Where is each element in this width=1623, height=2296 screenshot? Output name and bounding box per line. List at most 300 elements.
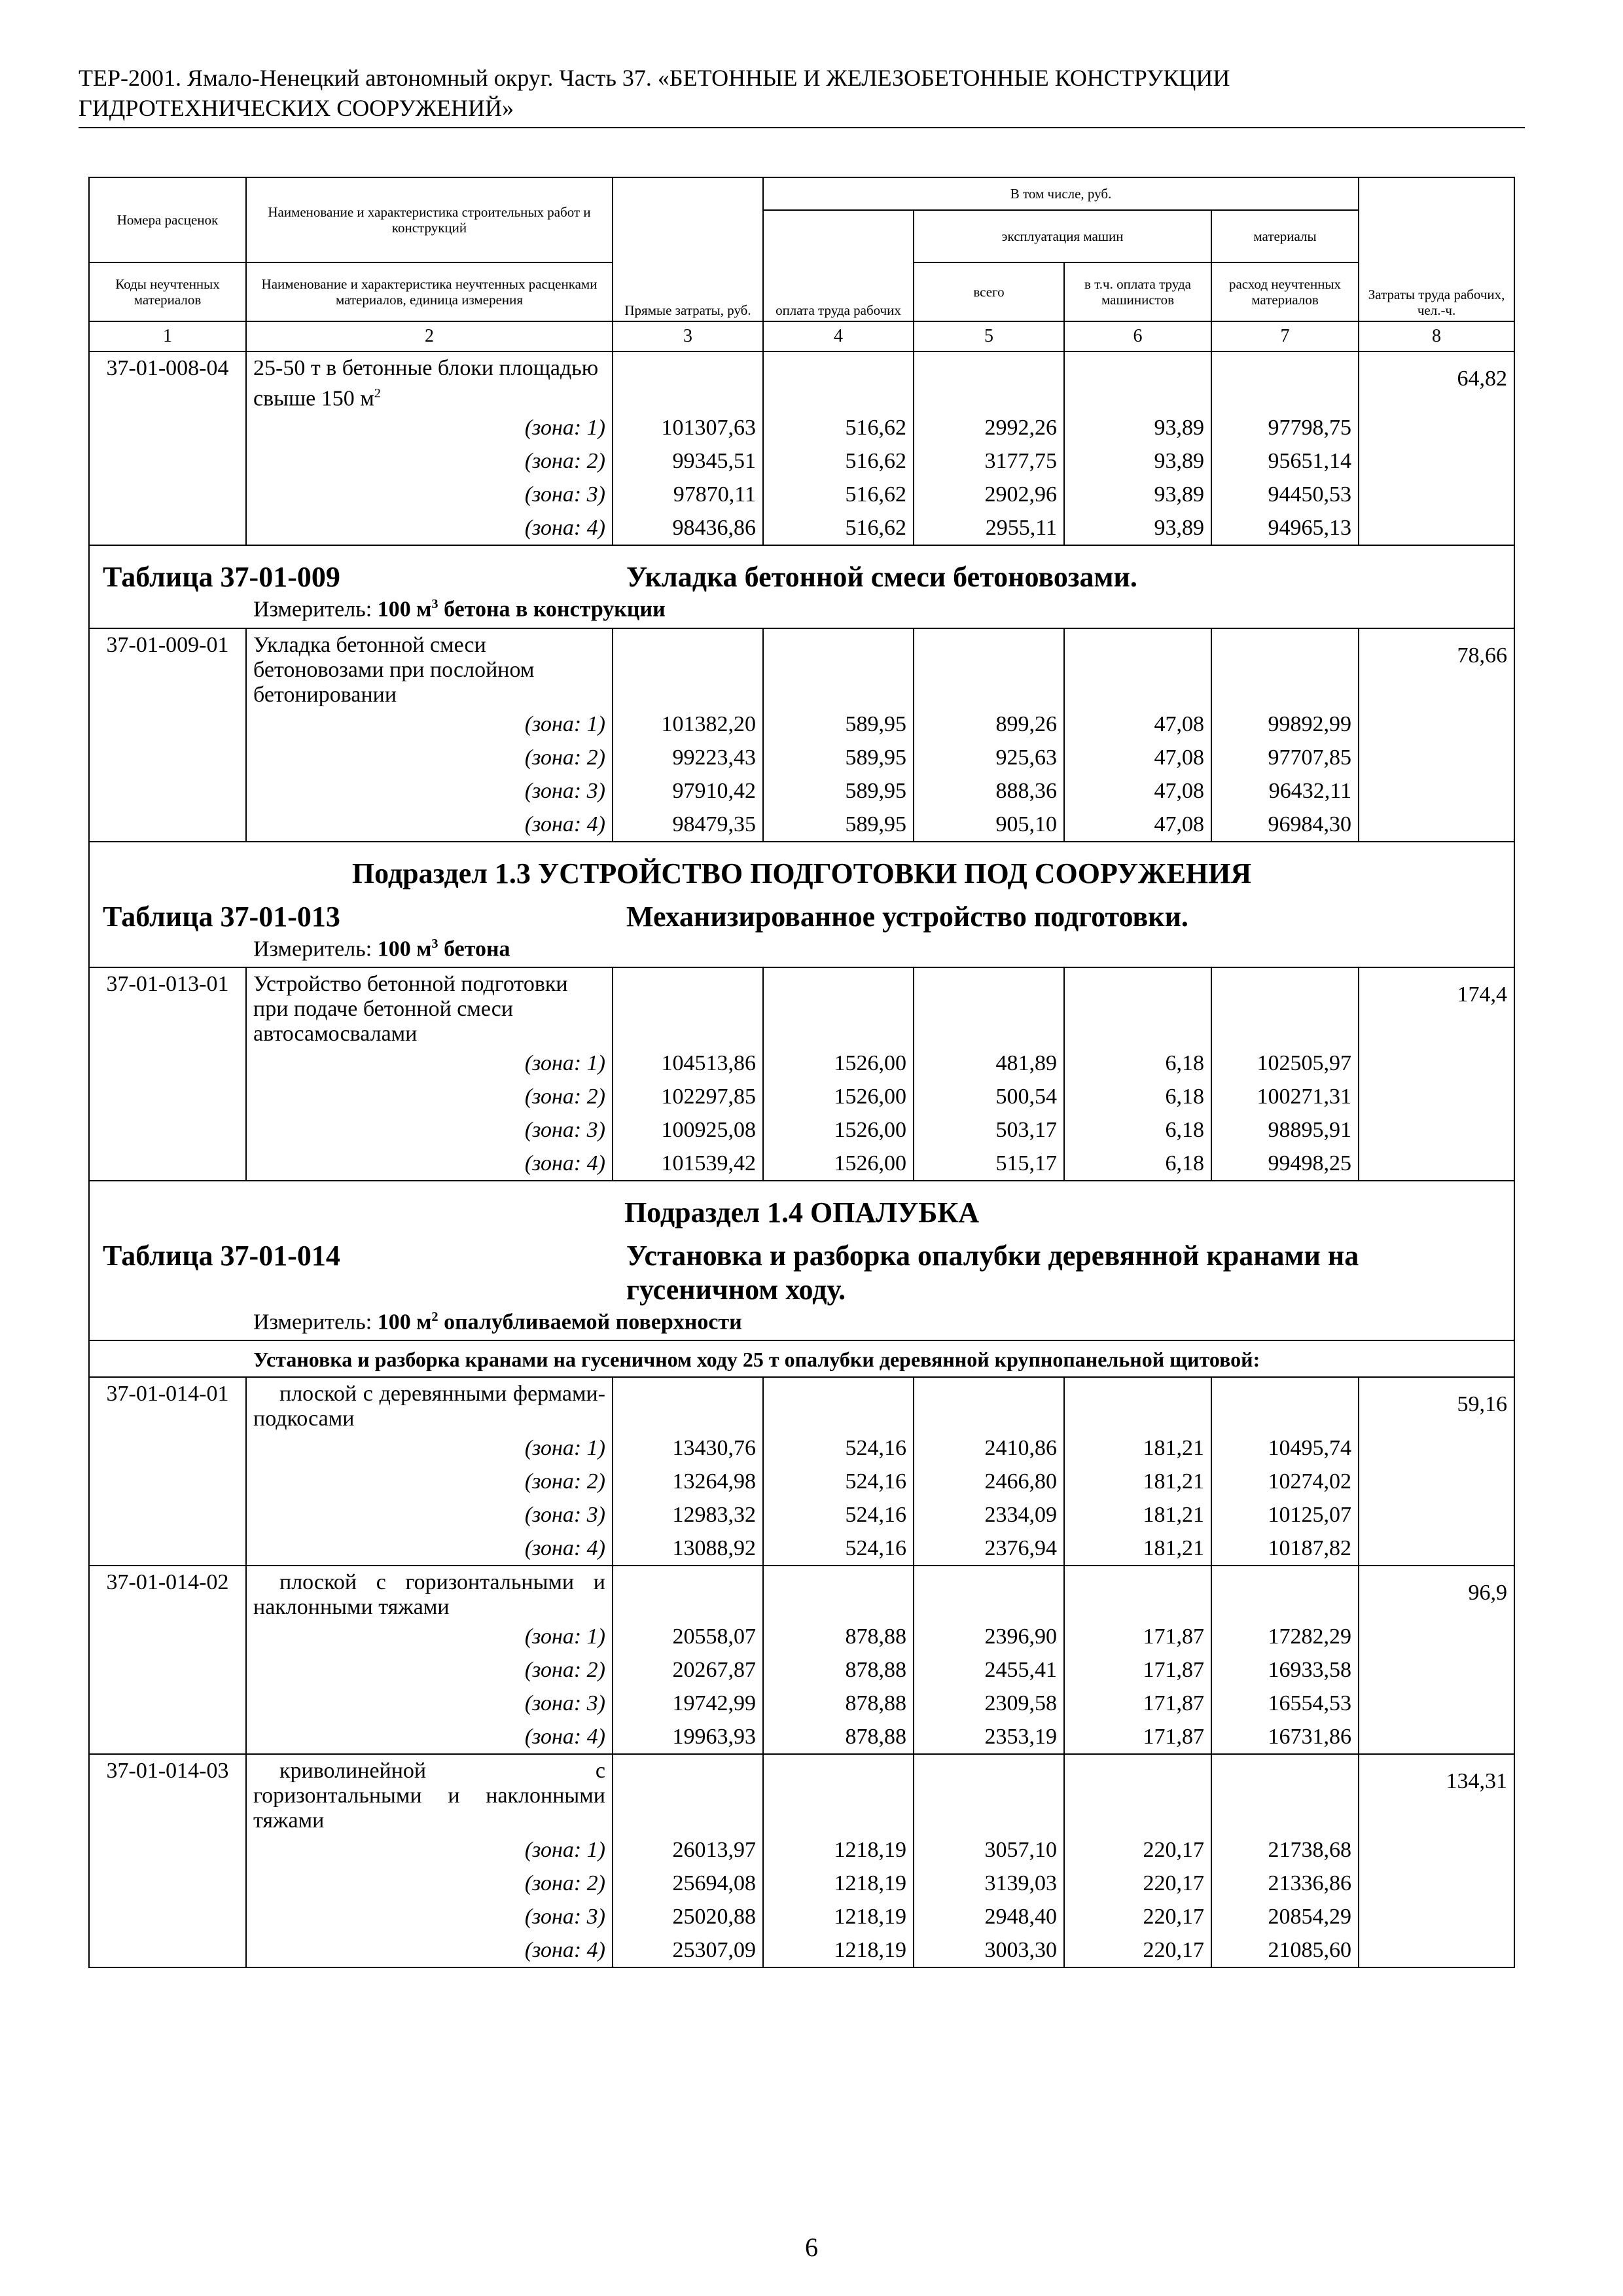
zone-label: (зона: 4) (246, 1720, 613, 1754)
empty-cell (1064, 1566, 1211, 1620)
value-cell: 16731,86 (1211, 1720, 1359, 1754)
value-cell: 93,89 (1064, 411, 1211, 444)
value-cell: 524,16 (763, 1498, 914, 1532)
value-cell: 97910,42 (613, 774, 763, 808)
col2-top-header: Наименование и характеристика строительных работ и конструкций (246, 177, 613, 262)
value-cell: 100925,08 (613, 1113, 763, 1147)
empty-cell (1359, 1867, 1514, 1900)
empty-cell (1359, 1653, 1514, 1687)
empty-cell (914, 967, 1064, 1047)
empty-cell (89, 1465, 246, 1498)
empty-cell (613, 628, 763, 708)
value-cell: 13264,98 (613, 1465, 763, 1498)
value-cell: 93,89 (1064, 444, 1211, 478)
subsection-title: Подраздел 1.3 УСТРОЙСТВО ПОДГОТОВКИ ПОД СООРУЖЕНИЯ (351, 857, 1252, 889)
table-measure (90, 1307, 1514, 1340)
value-cell: 96432,11 (1211, 774, 1359, 808)
value-cell: 93,89 (1064, 511, 1211, 545)
value-cell: 19742,99 (613, 1687, 763, 1720)
item-name-row (89, 351, 1514, 411)
item-name-row (89, 967, 1514, 1047)
empty-cell (89, 1687, 246, 1720)
table-title-row (90, 900, 1514, 934)
zone-label: (зона: 2) (246, 1867, 613, 1900)
empty-cell (763, 1377, 914, 1431)
value-cell: 3003,30 (914, 1933, 1064, 1967)
empty-cell (1064, 1377, 1211, 1431)
empty-cell (763, 1754, 914, 1833)
value-cell: 21085,60 (1211, 1933, 1359, 1967)
empty-cell (89, 1431, 246, 1465)
value-cell: 1218,19 (763, 1933, 914, 1967)
value-cell: 1218,19 (763, 1867, 914, 1900)
zone-label: (зона: 4) (246, 511, 613, 545)
value-cell: 905,10 (914, 808, 1064, 842)
measure-value: 100 м (377, 1310, 432, 1335)
rate-item (89, 1566, 1514, 1754)
table-name: Укладка бетонной смеси бетоновозами. (626, 561, 1137, 594)
value-cell: 181,21 (1064, 1532, 1211, 1566)
value-cell: 20558,07 (613, 1620, 763, 1653)
empty-cell (89, 1113, 246, 1147)
rate-name-text: Устройство бетонной подготовки при подаче бетонной смеси автосамосвалами (253, 971, 568, 1046)
empty-cell (1211, 967, 1359, 1047)
rate-code: 37-01-014-02 (89, 1566, 246, 1620)
zone-row (89, 808, 1514, 842)
zone-row (89, 1147, 1514, 1181)
value-cell: 12983,32 (613, 1498, 763, 1532)
value-cell: 102297,85 (613, 1080, 763, 1113)
value-cell: 25307,09 (613, 1933, 763, 1967)
measure-sup: 2 (431, 1309, 438, 1324)
value-cell: 2992,26 (914, 411, 1064, 444)
materials-header: материалы (1211, 210, 1359, 262)
empty-cell (1211, 628, 1359, 708)
value-cell: 481,89 (914, 1047, 1064, 1080)
empty-cell (89, 1720, 246, 1754)
empty-cell (89, 1080, 246, 1113)
value-cell: 10274,02 (1211, 1465, 1359, 1498)
table-title-row (90, 546, 1514, 594)
col4-header: оплата труда рабочих (763, 210, 914, 321)
col8-header: Затраты труда рабочих, чел.-ч. (1359, 177, 1514, 321)
empty-cell (1359, 1687, 1514, 1720)
value-cell: 10187,82 (1211, 1532, 1359, 1566)
value-cell: 94450,53 (1211, 478, 1359, 511)
value-cell: 104513,86 (613, 1047, 763, 1080)
zone-label: (зона: 3) (246, 1900, 613, 1933)
zone-row (89, 774, 1514, 808)
zone-row (89, 1465, 1514, 1498)
col7-header: расход неучтенных материалов (1211, 262, 1359, 321)
rate-code: 37-01-009-01 (89, 628, 246, 708)
value-cell: 524,16 (763, 1465, 914, 1498)
zone-label: (зона: 2) (246, 1653, 613, 1687)
rate-code: 37-01-008-04 (89, 351, 246, 411)
zone-label: (зона: 4) (246, 1147, 613, 1181)
value-cell: 2376,94 (914, 1532, 1064, 1566)
empty-cell (89, 774, 246, 808)
empty-cell (89, 1867, 246, 1900)
rate-name (246, 351, 613, 411)
value-cell: 2410,86 (914, 1431, 1064, 1465)
empty-cell (1359, 1047, 1514, 1080)
value-cell: 878,88 (763, 1687, 914, 1720)
value-cell: 6,18 (1064, 1113, 1211, 1147)
measure-sup: 3 (431, 936, 438, 951)
value-cell: 516,62 (763, 511, 914, 545)
value-cell: 99223,43 (613, 741, 763, 774)
zone-label: (зона: 1) (246, 1431, 613, 1465)
value-cell: 20854,29 (1211, 1900, 1359, 1933)
table-measure (90, 934, 1514, 967)
rate-name-text: плоской с горизонтальными и наклонными тяжами (253, 1570, 605, 1620)
value-cell: 100271,31 (1211, 1080, 1359, 1113)
measure-label: Измеритель: (253, 597, 372, 622)
value-cell: 94965,13 (1211, 511, 1359, 545)
zone-label: (зона: 1) (246, 708, 613, 741)
empty-cell (1211, 351, 1359, 411)
zone-row (89, 1113, 1514, 1147)
empty-cell (1359, 1720, 1514, 1754)
zone-row (89, 1833, 1514, 1867)
empty-cell (1359, 1498, 1514, 1532)
rate-name-text: 25-50 т в бетонные блоки площадью свыше 150 м (253, 356, 599, 411)
value-cell: 101307,63 (613, 411, 763, 444)
value-cell: 16554,53 (1211, 1687, 1359, 1720)
empty-cell (613, 1566, 763, 1620)
rate-name-text: Укладка бетонной смеси бетоновозами при послойном бетонировании (253, 632, 535, 707)
zone-label: (зона: 4) (246, 1532, 613, 1566)
value-cell: 1526,00 (763, 1147, 914, 1181)
value-cell: 10125,07 (1211, 1498, 1359, 1532)
value-cell: 171,87 (1064, 1653, 1211, 1687)
incl-header: В том числе, руб. (763, 177, 1359, 210)
empty-cell (1359, 808, 1514, 842)
value-cell: 925,63 (914, 741, 1064, 774)
value-cell: 500,54 (914, 1080, 1064, 1113)
empty-cell (1359, 774, 1514, 808)
page-header (79, 63, 1525, 128)
empty-cell (763, 351, 914, 411)
rate-code: 37-01-014-01 (89, 1377, 246, 1431)
value-cell: 589,95 (763, 708, 914, 741)
zone-row (89, 1047, 1514, 1080)
empty-cell (1211, 1377, 1359, 1431)
value-cell: 524,16 (763, 1431, 914, 1465)
zone-label: (зона: 3) (246, 1113, 613, 1147)
value-cell: 99345,51 (613, 444, 763, 478)
value-cell: 503,17 (914, 1113, 1064, 1147)
labor-cost: 96,9 (1359, 1566, 1514, 1620)
value-cell: 1526,00 (763, 1047, 914, 1080)
rate-name-text: плоской с деревянными фермами-подкосами (253, 1382, 605, 1431)
labor-cost: 174,4 (1359, 967, 1514, 1047)
empty-cell (1359, 1620, 1514, 1653)
empty-cell (89, 1933, 246, 1967)
empty-cell (1359, 1833, 1514, 1867)
empty-cell (89, 444, 246, 478)
empty-cell (89, 1620, 246, 1653)
empty-cell (89, 1047, 246, 1080)
zone-row (89, 708, 1514, 741)
rate-name-sup: 2 (374, 386, 381, 401)
rates-table (88, 177, 1515, 1968)
zone-label: (зона: 2) (246, 444, 613, 478)
rate-item (89, 1754, 1514, 1967)
value-cell: 524,16 (763, 1532, 914, 1566)
value-cell: 26013,97 (613, 1833, 763, 1867)
value-cell: 1218,19 (763, 1833, 914, 1867)
empty-cell (613, 1754, 763, 1833)
measure-sup: 3 (431, 597, 438, 612)
rate-name-text: криволинейной с горизонтальными и наклонными тяжами (253, 1759, 605, 1833)
value-cell: 6,18 (1064, 1147, 1211, 1181)
value-cell: 25694,08 (613, 1867, 763, 1900)
item-name-row (89, 1377, 1514, 1431)
zone-row (89, 511, 1514, 545)
col-number: 8 (1359, 321, 1514, 351)
zone-row (89, 1431, 1514, 1465)
value-cell: 2948,40 (914, 1900, 1064, 1933)
zone-label: (зона: 4) (246, 1933, 613, 1967)
value-cell: 102505,97 (1211, 1047, 1359, 1080)
table-number: Таблица 37-01-014 (103, 1239, 340, 1272)
value-cell: 47,08 (1064, 708, 1211, 741)
zone-label: (зона: 4) (246, 808, 613, 842)
value-cell: 95651,14 (1211, 444, 1359, 478)
zone-label: (зона: 3) (246, 774, 613, 808)
value-cell: 2466,80 (914, 1465, 1064, 1498)
empty-cell (613, 967, 763, 1047)
zone-label: (зона: 2) (246, 1080, 613, 1113)
empty-cell (89, 511, 246, 545)
value-cell: 220,17 (1064, 1933, 1211, 1967)
group-heading: Установка и разборка кранами на гусеничном ходу 25 т опалубки деревянной крупнопанельной щитовой: (89, 1340, 1514, 1377)
rate-item (89, 967, 1514, 1181)
value-cell: 47,08 (1064, 741, 1211, 774)
value-cell: 2902,96 (914, 478, 1064, 511)
value-cell: 13430,76 (613, 1431, 763, 1465)
empty-cell (1359, 444, 1514, 478)
table-number: Таблица 37-01-013 (103, 900, 340, 933)
value-cell: 516,62 (763, 444, 914, 478)
table-name: Установка и разборка опалубки деревянной кранами на гусеничном ходу. (626, 1239, 1359, 1306)
col1-bottom-header: Коды неучтенных материалов (89, 262, 246, 321)
empty-cell (1359, 1900, 1514, 1933)
zone-row (89, 1620, 1514, 1653)
col-number: 3 (613, 321, 763, 351)
zone-row (89, 1498, 1514, 1532)
empty-cell (1359, 1532, 1514, 1566)
zone-label: (зона: 1) (246, 1047, 613, 1080)
col2-bottom-header: Наименование и характеристика неучтенных расценками материалов, единица измерения (246, 262, 613, 321)
col5-header: всего (914, 262, 1064, 321)
empty-cell (1359, 1113, 1514, 1147)
zone-row (89, 1933, 1514, 1967)
zone-label: (зона: 2) (246, 1465, 613, 1498)
empty-cell (89, 741, 246, 774)
empty-cell (1064, 628, 1211, 708)
col6-header: в т.ч. оплата труда машинистов (1064, 262, 1211, 321)
empty-cell (89, 1653, 246, 1687)
value-cell: 171,87 (1064, 1620, 1211, 1653)
zone-row (89, 741, 1514, 774)
empty-cell (1359, 1147, 1514, 1181)
empty-cell (89, 1900, 246, 1933)
value-cell: 97870,11 (613, 478, 763, 511)
value-cell: 97798,75 (1211, 411, 1359, 444)
page-number: 6 (805, 2233, 818, 2262)
rate-name (246, 967, 613, 1047)
value-cell: 10495,74 (1211, 1431, 1359, 1465)
empty-cell (763, 628, 914, 708)
labor-cost: 59,16 (1359, 1377, 1514, 1431)
zone-row (89, 1900, 1514, 1933)
col-number: 5 (914, 321, 1064, 351)
value-cell: 21738,68 (1211, 1833, 1359, 1867)
zone-row (89, 1720, 1514, 1754)
empty-cell (763, 967, 914, 1047)
col-number: 4 (763, 321, 914, 351)
zone-row (89, 444, 1514, 478)
empty-cell (1211, 1754, 1359, 1833)
value-cell: 2334,09 (914, 1498, 1064, 1532)
value-cell: 2353,19 (914, 1720, 1064, 1754)
value-cell: 2455,41 (914, 1653, 1064, 1687)
empty-cell (1359, 1465, 1514, 1498)
value-cell: 589,95 (763, 741, 914, 774)
table-number: Таблица 37-01-009 (103, 561, 340, 594)
empty-cell (1359, 411, 1514, 444)
value-cell: 25020,88 (613, 1900, 763, 1933)
measure-rest: опалубливаемой поверхности (444, 1310, 742, 1335)
rate-item (89, 351, 1514, 545)
measure-value: 100 м (377, 597, 432, 622)
rate-item (89, 1377, 1514, 1566)
value-cell: 98479,35 (613, 808, 763, 842)
measure-rest: бетона в конструкции (444, 597, 666, 622)
value-cell: 19963,93 (613, 1720, 763, 1754)
value-cell: 515,17 (914, 1147, 1064, 1181)
value-cell: 101539,42 (613, 1147, 763, 1181)
value-cell: 516,62 (763, 478, 914, 511)
value-cell: 17282,29 (1211, 1620, 1359, 1653)
value-cell: 878,88 (763, 1620, 914, 1653)
subsection-title: Подраздел 1.4 ОПАЛУБКА (624, 1196, 980, 1229)
value-cell: 98436,86 (613, 511, 763, 545)
value-cell: 6,18 (1064, 1080, 1211, 1113)
empty-cell (1064, 351, 1211, 411)
table-title-row (90, 1239, 1514, 1307)
value-cell: 13088,92 (613, 1532, 763, 1566)
measure-label: Измеритель: (253, 936, 372, 961)
value-cell: 1526,00 (763, 1080, 914, 1113)
header-line-2: ГИДРОТЕХНИЧЕСКИХ СООРУЖЕНИЙ» (79, 95, 514, 121)
empty-cell (914, 1754, 1064, 1833)
rate-name (246, 1566, 613, 1620)
empty-cell (613, 1377, 763, 1431)
empty-cell (914, 351, 1064, 411)
header-line-1: ТЕР-2001. Ямало-Ненецкий автономный округ. Часть 37. «БЕТОННЫЕ И ЖЕЛЕЗОБЕТОННЫЕ КОНСТРУКЦИИ (79, 65, 1230, 91)
empty-cell (89, 708, 246, 741)
zone-row (89, 1532, 1514, 1566)
empty-cell (1359, 708, 1514, 741)
rate-code: 37-01-013-01 (89, 967, 246, 1047)
measure-rest: бетона (444, 936, 510, 961)
empty-cell (1359, 1431, 1514, 1465)
labor-cost: 134,31 (1359, 1754, 1514, 1833)
value-cell: 20267,87 (613, 1653, 763, 1687)
rate-name (246, 628, 613, 708)
zone-row (89, 478, 1514, 511)
col1-top-header: Номера расценок (89, 177, 246, 262)
zone-label: (зона: 1) (246, 411, 613, 444)
value-cell: 181,21 (1064, 1431, 1211, 1465)
value-cell: 101382,20 (613, 708, 763, 741)
empty-cell (89, 808, 246, 842)
empty-cell (89, 1833, 246, 1867)
empty-cell (914, 1377, 1064, 1431)
zone-row (89, 1080, 1514, 1113)
empty-cell (89, 1147, 246, 1181)
machines-header: эксплуатация машин (914, 210, 1211, 262)
value-cell: 899,26 (914, 708, 1064, 741)
zone-label: (зона: 2) (246, 741, 613, 774)
zone-row (89, 1653, 1514, 1687)
measure-value: 100 м (377, 936, 432, 961)
labor-cost: 78,66 (1359, 628, 1514, 708)
empty-cell (1359, 478, 1514, 511)
value-cell: 3139,03 (914, 1867, 1064, 1900)
col-number: 6 (1064, 321, 1211, 351)
value-cell: 1218,19 (763, 1900, 914, 1933)
value-cell: 888,36 (914, 774, 1064, 808)
empty-cell (914, 1566, 1064, 1620)
value-cell: 181,21 (1064, 1465, 1211, 1498)
table-name: Механизированное устройство подготовки. (626, 900, 1188, 933)
zone-label: (зона: 3) (246, 478, 613, 511)
value-cell: 3177,75 (914, 444, 1064, 478)
value-cell: 6,18 (1064, 1047, 1211, 1080)
empty-cell (914, 628, 1064, 708)
zone-row (89, 411, 1514, 444)
value-cell: 171,87 (1064, 1720, 1211, 1754)
empty-cell (613, 351, 763, 411)
value-cell: 96984,30 (1211, 808, 1359, 842)
empty-cell (1064, 1754, 1211, 1833)
table-measure (90, 594, 1514, 627)
value-cell: 220,17 (1064, 1867, 1211, 1900)
zone-row (89, 1867, 1514, 1900)
empty-cell (89, 1498, 246, 1532)
value-cell: 2396,90 (914, 1620, 1064, 1653)
empty-cell (89, 478, 246, 511)
empty-cell (1359, 1080, 1514, 1113)
zone-label: (зона: 3) (246, 1687, 613, 1720)
value-cell: 589,95 (763, 774, 914, 808)
value-cell: 181,21 (1064, 1498, 1211, 1532)
zone-label: (зона: 1) (246, 1833, 613, 1867)
value-cell: 878,88 (763, 1653, 914, 1687)
value-cell: 1526,00 (763, 1113, 914, 1147)
labor-cost: 64,82 (1359, 351, 1514, 411)
value-cell: 2309,58 (914, 1687, 1064, 1720)
empty-cell (89, 411, 246, 444)
item-name-row (89, 1754, 1514, 1833)
zone-label: (зона: 3) (246, 1498, 613, 1532)
value-cell: 2955,11 (914, 511, 1064, 545)
